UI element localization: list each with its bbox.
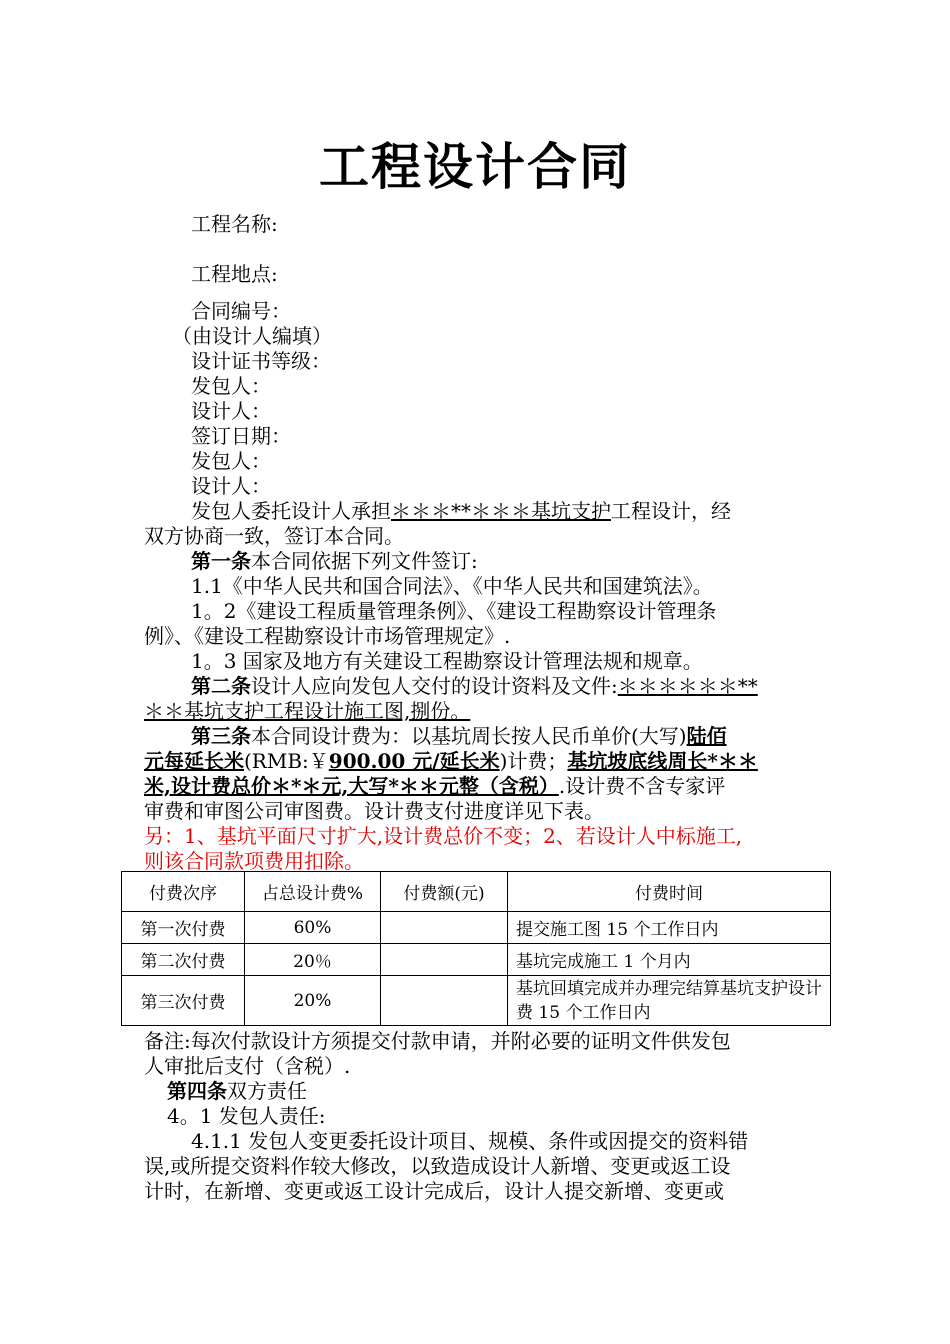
client-label-2: 发包人：: [191, 449, 271, 473]
article-3-line-3: 米,设计费总价＊*＊元,大写*＊＊元整（含税）.设计费不含专家评: [144, 774, 726, 798]
intro-line-1: 发包人委托设计人承担＊＊＊**＊＊＊基坑支护工程设计，经: [191, 499, 731, 523]
article-3-line-2: 元每延长米(RMB:￥900.00 元/延长米)计费；基坑坡底线周长*＊＊: [144, 749, 758, 773]
table-row: [122, 944, 831, 976]
table-cell: 20％: [245, 944, 381, 976]
table-header-row: [122, 872, 831, 912]
project-location-label: 工程地点:: [191, 262, 278, 286]
client-label: 发包人：: [191, 374, 271, 398]
table-cell: 提交施工图 15 个工作日内: [508, 912, 831, 944]
table-cell: [381, 944, 508, 976]
sign-date-label: 签订日期：: [191, 424, 291, 448]
article-1-heading: 第一条本合同依据下列文件签订:: [191, 549, 478, 573]
note-line-2: 人审批后支付（含税）.: [144, 1054, 351, 1078]
article-3-red-note-2: 则该合同款项费用扣除。: [144, 849, 364, 873]
table-cell: [381, 912, 508, 944]
contract-number-note: （由设计人编填）: [172, 324, 332, 348]
article-1-item-1: 1.1《中华人民共和国合同法》、《中华人民共和国建筑法》。: [191, 574, 713, 598]
article-4-para-line-3: 计时，在新增、变更或返工设计完成后，设计人提交新增、变更或: [144, 1179, 724, 1203]
table-cell: 第三次付费: [122, 976, 245, 1026]
table-cell: 20%: [245, 976, 381, 1026]
contract-number-label: 合同编号：: [191, 299, 291, 323]
cert-level-label: 设计证书等级：: [191, 349, 331, 373]
article-3-red-note-1: 另：1、基坑平面尺寸扩大,设计费总价不变；2、若设计人中标施工,: [144, 824, 743, 848]
intro-line-2: 双方协商一致，签订本合同。: [144, 524, 404, 548]
table-cell: 第一次付费: [122, 912, 245, 944]
article-4-heading: 第四条双方责任: [167, 1079, 307, 1103]
article-1-item-2-cont: 例》、《建设工程勘察设计市场管理规定》.: [144, 624, 511, 648]
table-row: [122, 912, 831, 944]
designer-label-2: 设计人：: [191, 474, 271, 498]
table-header-cell: 付费额(元): [381, 872, 508, 912]
table-row: [122, 976, 831, 1026]
article-4-para-line-2: 误,或所提交资料作较大修改，以致造成设计人新增、变更或返工设: [144, 1154, 731, 1178]
article-3-line-1: 第三条本合同设计费为：以基坑周长按人民币单价(大写)陆佰: [191, 724, 727, 748]
article-3-line-4: 审费和审图公司审图费。设计费支付进度详见下表。: [144, 799, 604, 823]
article-1-item-2: 1。2《建设工程质量管理条例》、《建设工程勘察设计管理条: [191, 599, 717, 623]
table-header-cell: 付费次序: [122, 872, 245, 912]
table-cell: 基坑回填完成并办理完结算基坑支护设计费 15 个工作日内: [508, 976, 831, 1026]
table-cell: 第二次付费: [122, 944, 245, 976]
note-line-1: 备注:每次付款设计方须提交付款申请，并附必要的证明文件供发包: [144, 1029, 731, 1053]
article-1-item-3: 1。3 国家及地方有关建设工程勘察设计管理法规和规章。: [191, 649, 703, 673]
table-cell: 基坑完成施工 1 个月内: [508, 944, 831, 976]
article-2-deliverables: ＊＊基坑支护工程设计施工图,捌份。: [144, 699, 471, 723]
table-cell: [381, 976, 508, 1026]
project-name-label: 工程名称:: [191, 212, 278, 236]
document-title: 工程设计合同: [319, 137, 631, 196]
article-4-subheading: 4。1 发包人责任:: [167, 1104, 326, 1128]
article-4-para-line-1: 4.1.1 发包人变更委托设计项目、规模、条件或因提交的资料错: [191, 1129, 749, 1153]
article-2-heading: 第二条设计人应向发包人交付的设计资料及文件:＊＊＊＊＊＊**: [191, 674, 758, 698]
payment-schedule-table: [121, 871, 831, 1026]
table-header-cell: 付费时间: [508, 872, 831, 912]
table-cell: 60%: [245, 912, 381, 944]
table-header-cell: 占总设计费%: [245, 872, 381, 912]
designer-label: 设计人：: [191, 399, 271, 423]
